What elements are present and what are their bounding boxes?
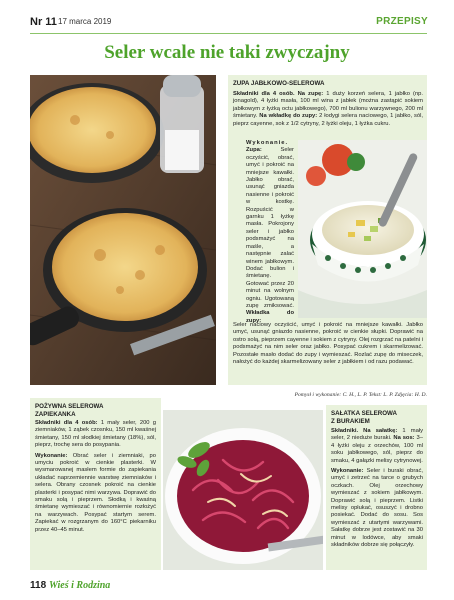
recipe-heading-salatka-line1: SAŁATKA SELEROWA: [331, 410, 397, 417]
salatka-body: [331, 428, 423, 550]
recipe-heading-zapiekanka-line1: POŻYWNA SELEROWA: [35, 403, 104, 410]
zupa-method-label: Wykonanie.: [246, 140, 289, 146]
zapiekanka-method-text: Obrać seler i ziemniaki, po umyciu pokroić w cienkie plasterki. W wysmarowanej masłem formie do zapiekania układać naprzemiennie warstwę ziemniaków i selera. Obrany czosnek pokroić na cienkie plasterki i posypać nimi warzywa. Doprawić do smaku solą i pieprzem. Słodką i kwaśną śmietanę wymieszać i równomiernie rozłożyć na warzywach. Posypać startym serem. Zapiekać w rozgrzanym do 160°C piekarniku przez 40–45 minut.: [35, 452, 156, 533]
issue-date: 17 marca 2019: [58, 17, 112, 26]
casserole-photo: [30, 75, 216, 385]
header-divider: [30, 33, 427, 34]
zupa-ingredients-text: 1 duży korzeń selera, 1 jabłko (np. jonagold), 4 łyżki masła, 100 ml wina z jabłek (można zastąpić sokiem jabłkowym z łyżką octu jabłkowego), 700 ml bulionu warzywnego, 200 ml śmietany.: [233, 91, 424, 120]
salatka-ingredients-text: 1 mały seler, 2 nieduże buraki.: [331, 428, 423, 442]
zupa-method-topping-label: Wkładka do zupy:: [246, 310, 294, 324]
zupa-ingredients: [233, 91, 423, 128]
salatka-ingredients-label: Składniki. Na sałatkę:: [331, 428, 398, 434]
zupa-ingredients-label: Składniki dla 4 osób.: [233, 91, 295, 97]
zupa-topping-label: Na wkładkę do zupy:: [259, 113, 318, 120]
zupa-method-topping-text: Seler naciowy oczyścić, umyć i pokroić na mniejsze kawałki. Jabłko umyć, usunąć gniazdo nasienne, pokroić w cienkie słupki. Doprawić na ostro solą, pieprzem cayenne i sokiem z cytryny. Olej rozgrzać na patelni i podsmażyć na nim seler oraz jabłko. Posypać cukrem i skarmelizować. Pozostałe masło dodać do zupy i wymieszać. Rozlać zupę do miseczek, nałożyć do każdej skarmelizowany seler z jabłkiem i od razu podawać.: [233, 322, 423, 366]
salatka-sauce-label: Na sos:: [393, 435, 415, 442]
magazine-brand: Wieś i Rodzina: [49, 580, 111, 591]
article-title: Seler wcale nie taki zwyczajny: [104, 42, 350, 63]
issue-number: Nr 11: [30, 16, 57, 28]
zupa-method-zupa-text: Seler oczyścić, obrać, umyć i pokroić na mniejsze kawałki. Jabłko obrać, usunąć gniazda nasienne i pokroić w kostkę. Rozpuścić w garnku 1 łyżkę masła. Pokrojony seler i jabłko podsmażyć na maśle, a następnie zalać winem jabłkowym. Dodać bulion i śmietanę. Gotować przez 20 minut na wolnym ogniu. Ugotowaną zupę zmiksować.: [246, 147, 294, 309]
zapiekanka-method-label: Wykonanie:: [35, 452, 68, 459]
salad-photo: [163, 410, 323, 570]
recipe-heading-zapiekanka-line2: ZAPIEKANKA: [35, 411, 76, 418]
zupa-zupa-label: Na zupę:: [297, 91, 324, 97]
recipe-heading-zupa: ZUPA JABŁKOWO-SELEROWA: [233, 80, 325, 87]
zupa-method-zupa-label: Zupa:: [246, 147, 262, 154]
zupa-method: [246, 140, 294, 325]
recipe-heading-salatka-line2: Z BURAKIEM: [331, 418, 370, 425]
zapiekanka-ingredients-text: 1 mały seler, 200 g ziemniaków, 1 ząbek czosnku, 150 ml kwaśnej śmietany, 150 ml słodkiej śmietany (18%), sól, pieprz, trochę sera do posypania.: [35, 420, 156, 449]
zupa-topping-text: 2 łodygi selera naciowego, 1 jabłko, sól, pieprz cayenne, sok z 1/2 cytryny, 2 łyżki oleju, 1 łyżka cukru.: [233, 113, 423, 127]
zapiekanka-ingredients-label: Składniki dla 4 osób:: [35, 420, 98, 426]
soup-photo: [298, 140, 427, 318]
salatka-method-text: Seler i buraki obrać, umyć i zetrzeć na tarce o grubych oczkach. Olej orzechowy wymieszać z sokiem jabłkowym. Doprawić solą i pieprzem. Listki melisy opłukać, osuszyć i drobno posiekać. Dodać do sosu. Sos wymieszać z utartymi warzywami. Sałatkę dobrze jest zostawić na 30 minut w lodówce, aby smaki składników dobrze się połączyły.: [331, 468, 423, 549]
section-label: PRZEPISY: [376, 16, 428, 27]
salatka-sauce-text: 3–4 łyżki oleju z orzechów, 100 ml soku jabłkowego, sól, pieprz do smaku, 4 gałązki melisy cytrynowej.: [331, 435, 423, 464]
page-number: 118: [30, 580, 47, 591]
salatka-method-label: Wykonanie:: [331, 468, 364, 475]
zapiekanka-body: [35, 420, 156, 534]
photo-credits: Pomysł i wykonanie: C. H., L. P. Tekst: L. P. Zdjęcia: H. D.: [294, 392, 427, 398]
